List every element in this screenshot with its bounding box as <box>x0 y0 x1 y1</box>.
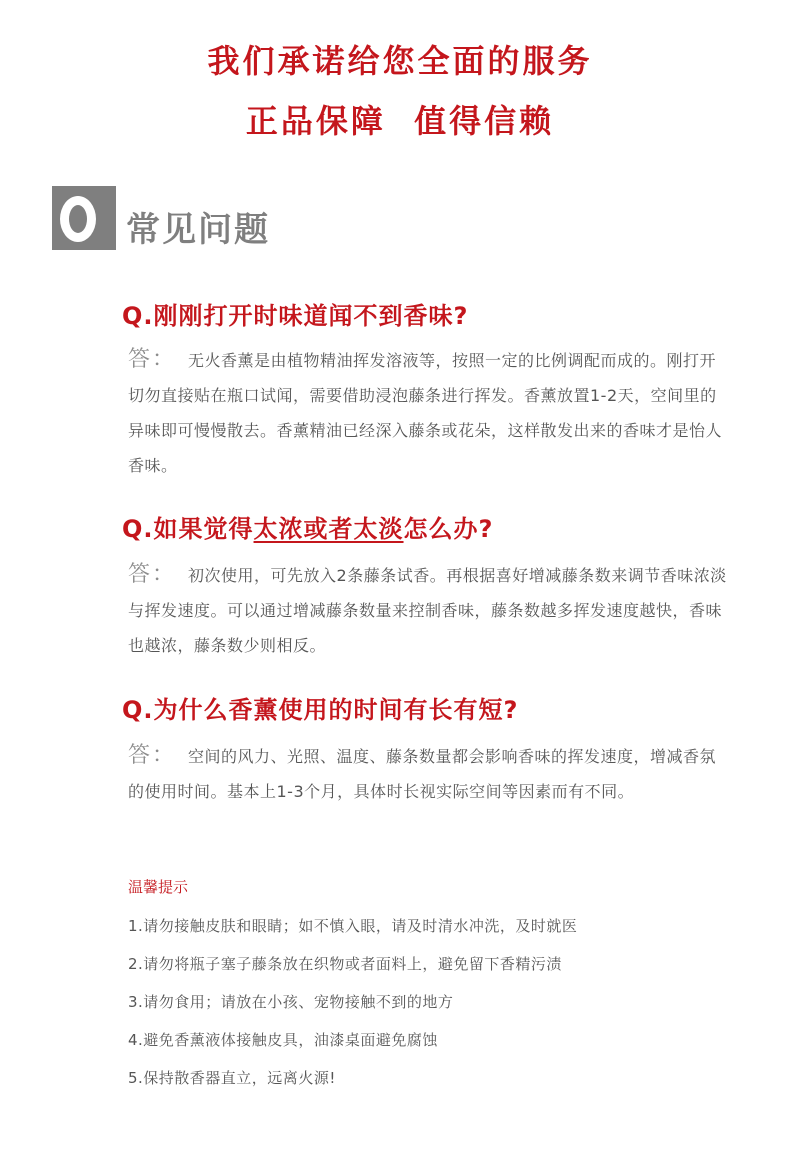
answer-2 <box>128 557 728 663</box>
answer-label: 答： <box>128 743 177 768</box>
tips-title: 温馨提示 <box>128 878 189 896</box>
promise-heading: 我们承诺给您全面的服务 <box>207 42 593 80</box>
tip-item: 4.避免香薰液体接触皮具，油漆桌面避免腐蚀 <box>128 1031 438 1049</box>
faq-section-title: 常见问题 <box>126 210 270 250</box>
question-2-highlight: 太浓或者太淡 <box>253 515 404 543</box>
question-2 <box>122 509 493 544</box>
answer-1-text: 无火香薰是由植物精油挥发溶液等，按照一定的比例调配而成的。刚打开切勿直接贴在瓶口试闻，需要借助浸泡藤条进行挥发。香薰放置1-2天，空间里的异味即可慢慢散去。香薰精油已经深入藤条或花朵，这样散发出来的香味才是怡人香味。 <box>128 351 723 475</box>
answer-label: 答： <box>128 347 177 372</box>
answer-1 <box>128 342 728 483</box>
tip-item: 2.请勿将瓶子塞子藤条放在织物或者面料上，避免留下香精污渍 <box>128 955 562 973</box>
question-2-suffix: 怎么办? <box>403 515 494 543</box>
answer-label: 答： <box>128 562 177 587</box>
answer-3-text: 空间的风力、光照、温度、藤条数量都会影响香味的挥发速度，增减香氛的使用时间。基本上1-3个月，具体时长视实际空间等因素而有不同。 <box>128 747 717 801</box>
question-3: Q.为什么香薰使用的时间有长有短? <box>122 696 519 724</box>
tip-item: 1.请勿接触皮肤和眼睛；如不慎入眼，请及时清水冲洗，及时就医 <box>128 917 578 935</box>
faq-q-icon <box>52 186 116 250</box>
tip-item: 5.保持散香器直立，远离火源! <box>128 1069 336 1087</box>
answer-2-text: 初次使用，可先放入2条藤条试香。再根据喜好增减藤条数来调节香味浓淡与挥发速度。可以通过增减藤条数量来控制香味，藤条数越多挥发速度越快，香味也越浓，藤条数少则相反。 <box>128 566 727 655</box>
question-2-prefix: Q.如果觉得 <box>122 515 254 543</box>
question-1: Q.刚刚打开时味道闻不到香味? <box>122 302 469 330</box>
authenticity-heading: 正品保障 值得信赖 <box>245 102 555 140</box>
answer-3 <box>128 738 728 809</box>
tip-item: 3.请勿食用；请放在小孩、宠物接触不到的地方 <box>128 993 454 1011</box>
